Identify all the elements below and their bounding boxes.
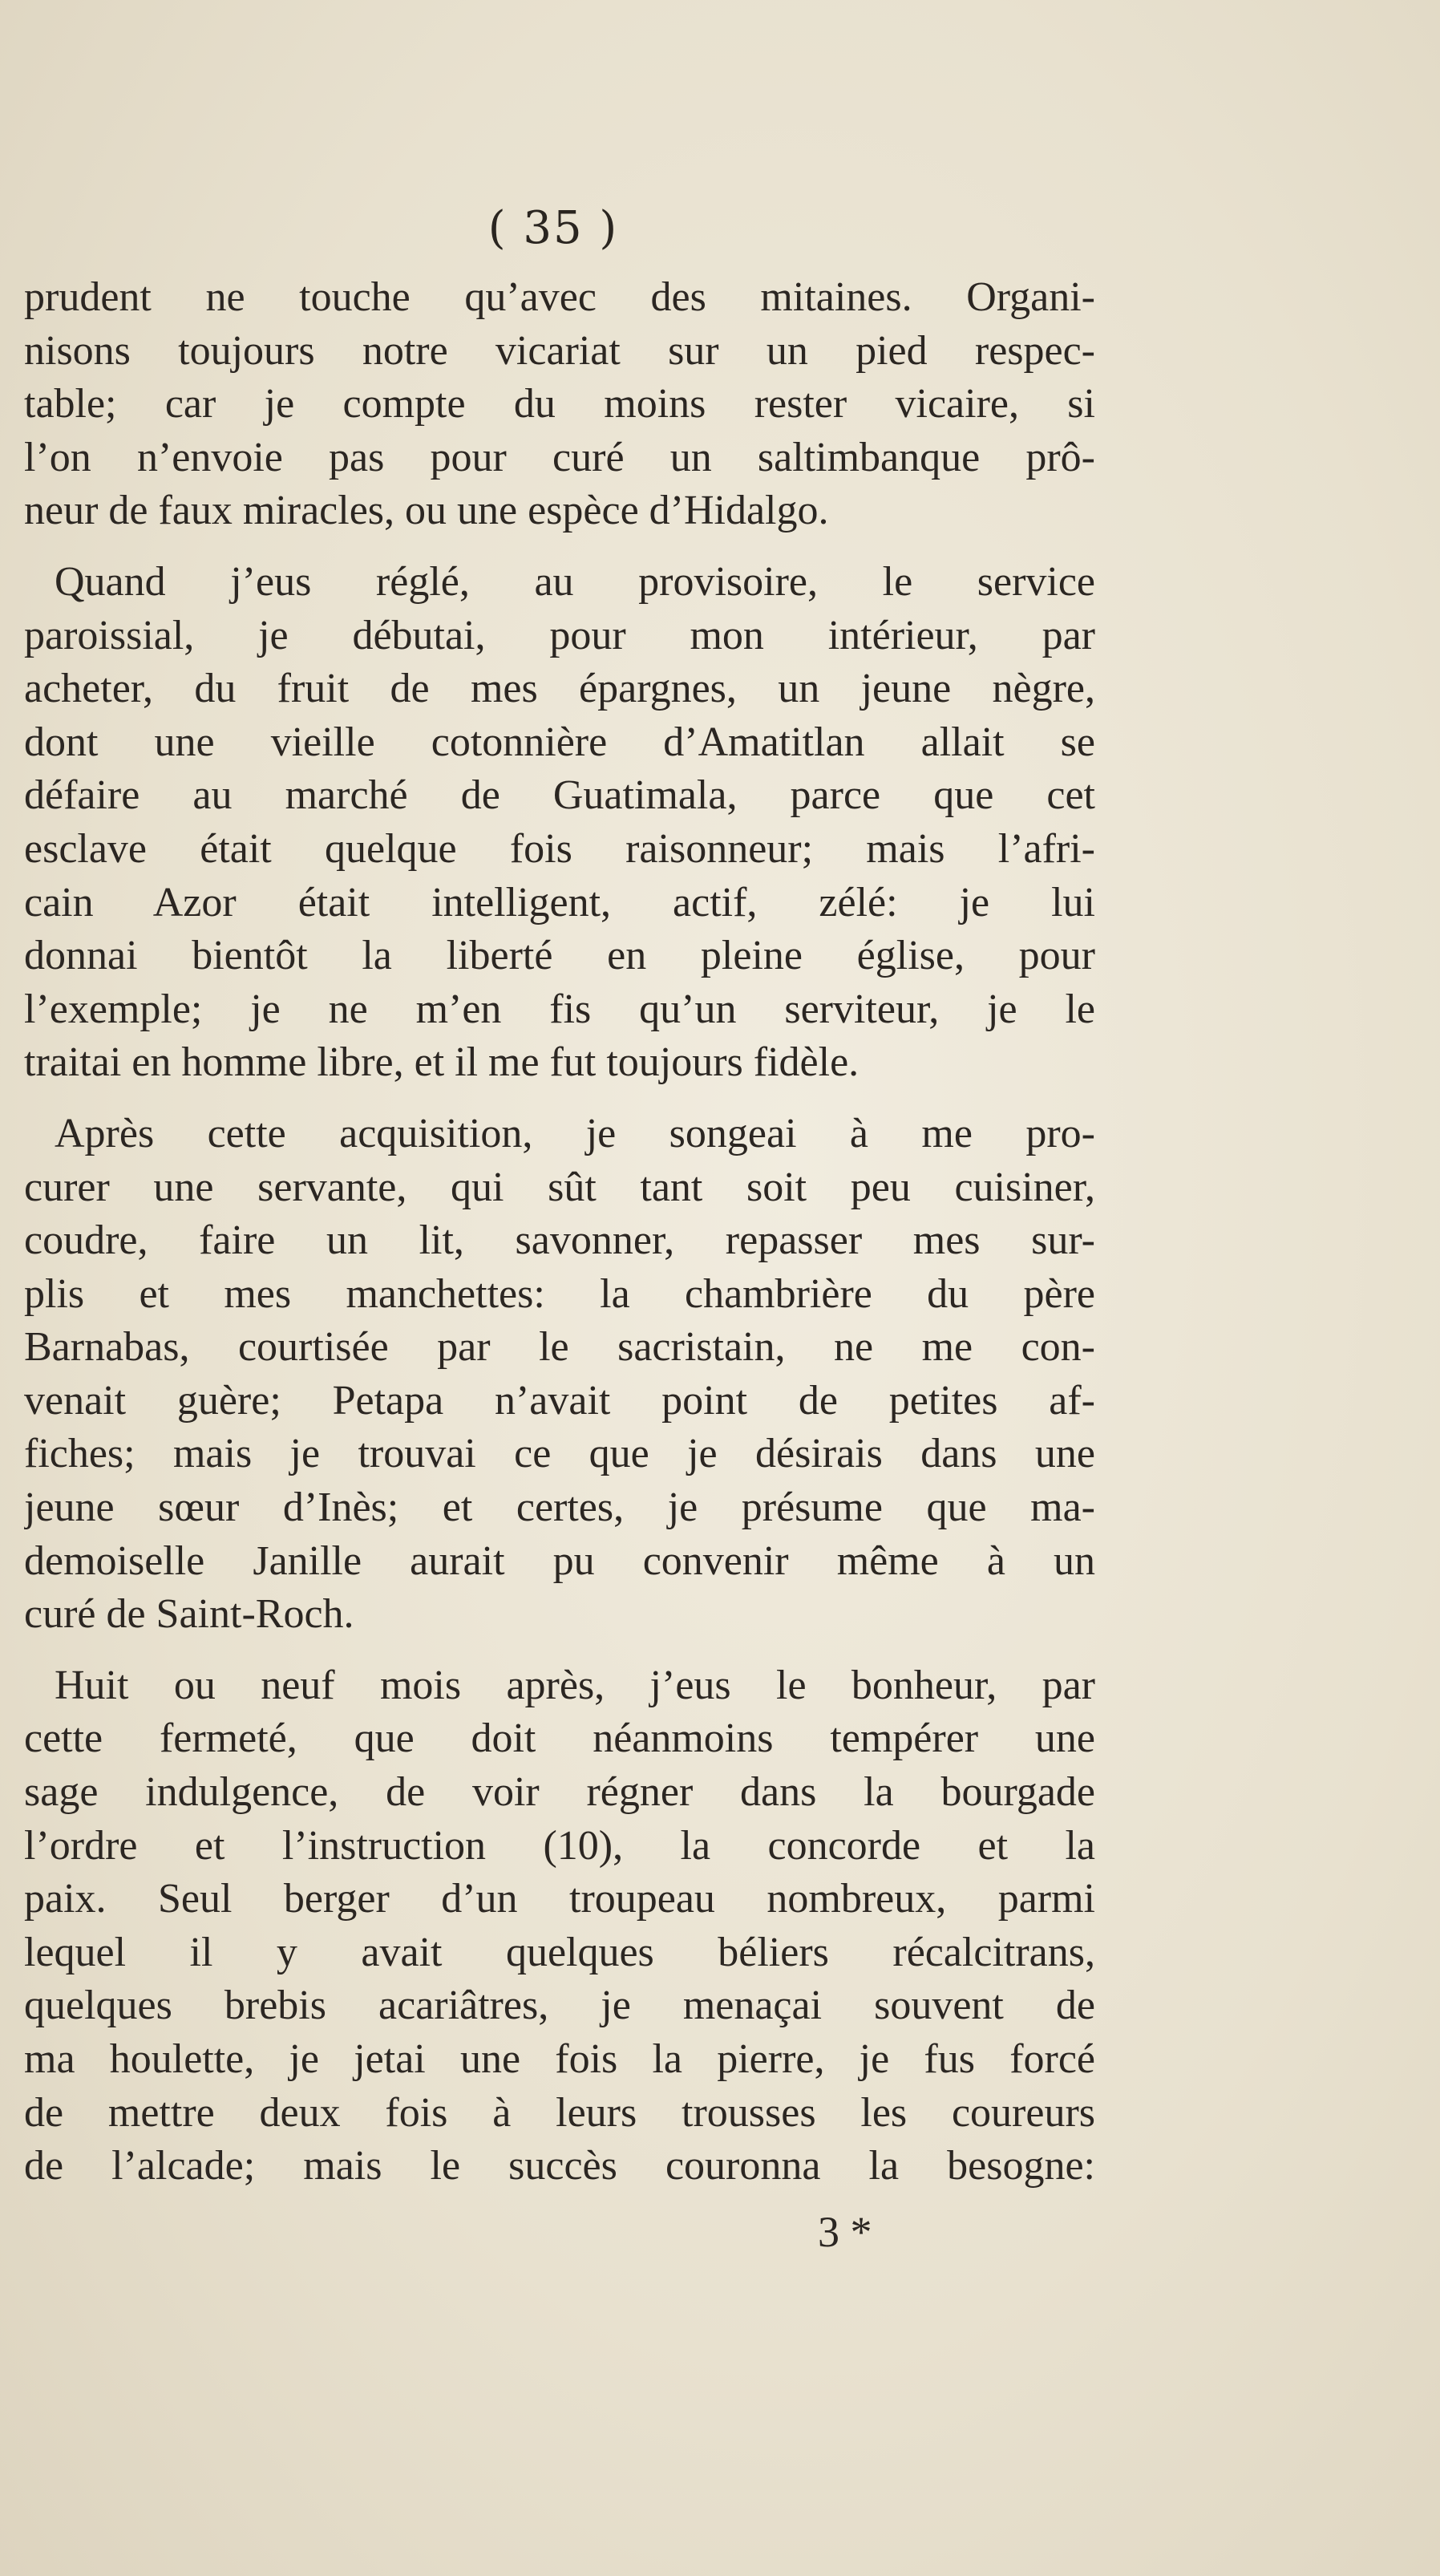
text-line: donnai bientôt la liberté en pleine église, pour: [24, 933, 1095, 979]
text-line: défaire au marché de Guatimala, parce que cet: [24, 772, 1095, 819]
text-line: de l’alcade; mais le succès couronna la besogne:: [24, 2143, 1095, 2189]
text-line: cette fermeté, que doit néanmoins tempérer une: [24, 1715, 1095, 1762]
text-line: demoiselle Janille aurait pu convenir même à un: [24, 1537, 1095, 1584]
text-line: venait guère; Petapa n’avait point de petites af-: [24, 1377, 1095, 1424]
text-line: lequel il y avait quelques béliers récalcitrans,: [24, 1929, 1095, 1975]
text-line: paroissial, je débutai, pour mon intérieur, par: [24, 612, 1095, 658]
text-line: jeune sœur d’Inès; et certes, je présume que ma-: [24, 1484, 1095, 1531]
text-line: l’on n’envoie pas pour curé un saltimbanque prô-: [24, 434, 1095, 480]
text-line: acheter, du fruit de mes épargnes, un jeune nègre,: [24, 666, 1095, 712]
text-line: Après cette acquisition, je songeai à me pro-: [55, 1110, 1095, 1156]
text-line: table; car je compte du moins rester vicaire, si: [24, 381, 1095, 427]
text-line: cain Azor était intelligent, actif, zélé: je lui: [24, 879, 1095, 925]
text-line: l’exemple; je ne m’en fis qu’un serviteur, je le: [24, 986, 1095, 1032]
text-line: l’ordre et l’instruction (10), la concorde et la: [24, 1822, 1095, 1869]
text-line: esclave était quelque fois raisonneur; mais l’afri-: [24, 825, 1095, 872]
body-text: [24, 271, 1095, 2193]
text-line: Barnabas, courtisée par le sacristain, ne me con-: [24, 1324, 1095, 1371]
text-line: curer une servante, qui sût tant soit peu cuisiner,: [24, 1164, 1095, 1210]
page-number: ( 35 ): [487, 202, 619, 254]
text-line: ma houlette, je jetai une fois la pierre, je fus forcé: [24, 2036, 1095, 2082]
text-line: coudre, faire un lit, savonner, repasser mes sur-: [24, 1217, 1095, 1264]
text-line: fiches; mais je trouvai ce que je désirais dans une: [24, 1431, 1095, 1477]
text-line: paix. Seul berger d’un troupeau nombreux, parmi: [24, 1876, 1095, 1922]
text-line: curé de Saint-Roch.: [24, 1591, 354, 1638]
text-line: traitai en homme libre, et il me fut toujours fidèle.: [24, 1039, 860, 1086]
text-line: quelques brebis acariâtres, je menaçai souvent de: [24, 1983, 1095, 2029]
text-line: nisons toujours notre vicariat sur un pied respec-: [24, 327, 1095, 374]
text-line: prudent ne touche qu’avec des mitaines. Organi-: [24, 274, 1095, 320]
text-line: plis et mes manchettes: la chambrière du père: [24, 1270, 1095, 1317]
text-line: sage indulgence, de voir régner dans la bourgade: [24, 1769, 1095, 1816]
signature-mark: 3 *: [818, 2208, 872, 2256]
text-line: Huit ou neuf mois après, j’eus le bonheur, par: [55, 1662, 1095, 1708]
text-line: Quand j’eus réglé, au provisoire, le service: [55, 558, 1095, 605]
text-line: neur de faux miracles, ou une espèce d’Hidalgo.: [24, 488, 829, 534]
text-line: de mettre deux fois à leurs trousses les coureurs: [24, 2089, 1095, 2136]
text-line: dont une vieille cotonnière d’Amatitlan allait se: [24, 719, 1095, 765]
